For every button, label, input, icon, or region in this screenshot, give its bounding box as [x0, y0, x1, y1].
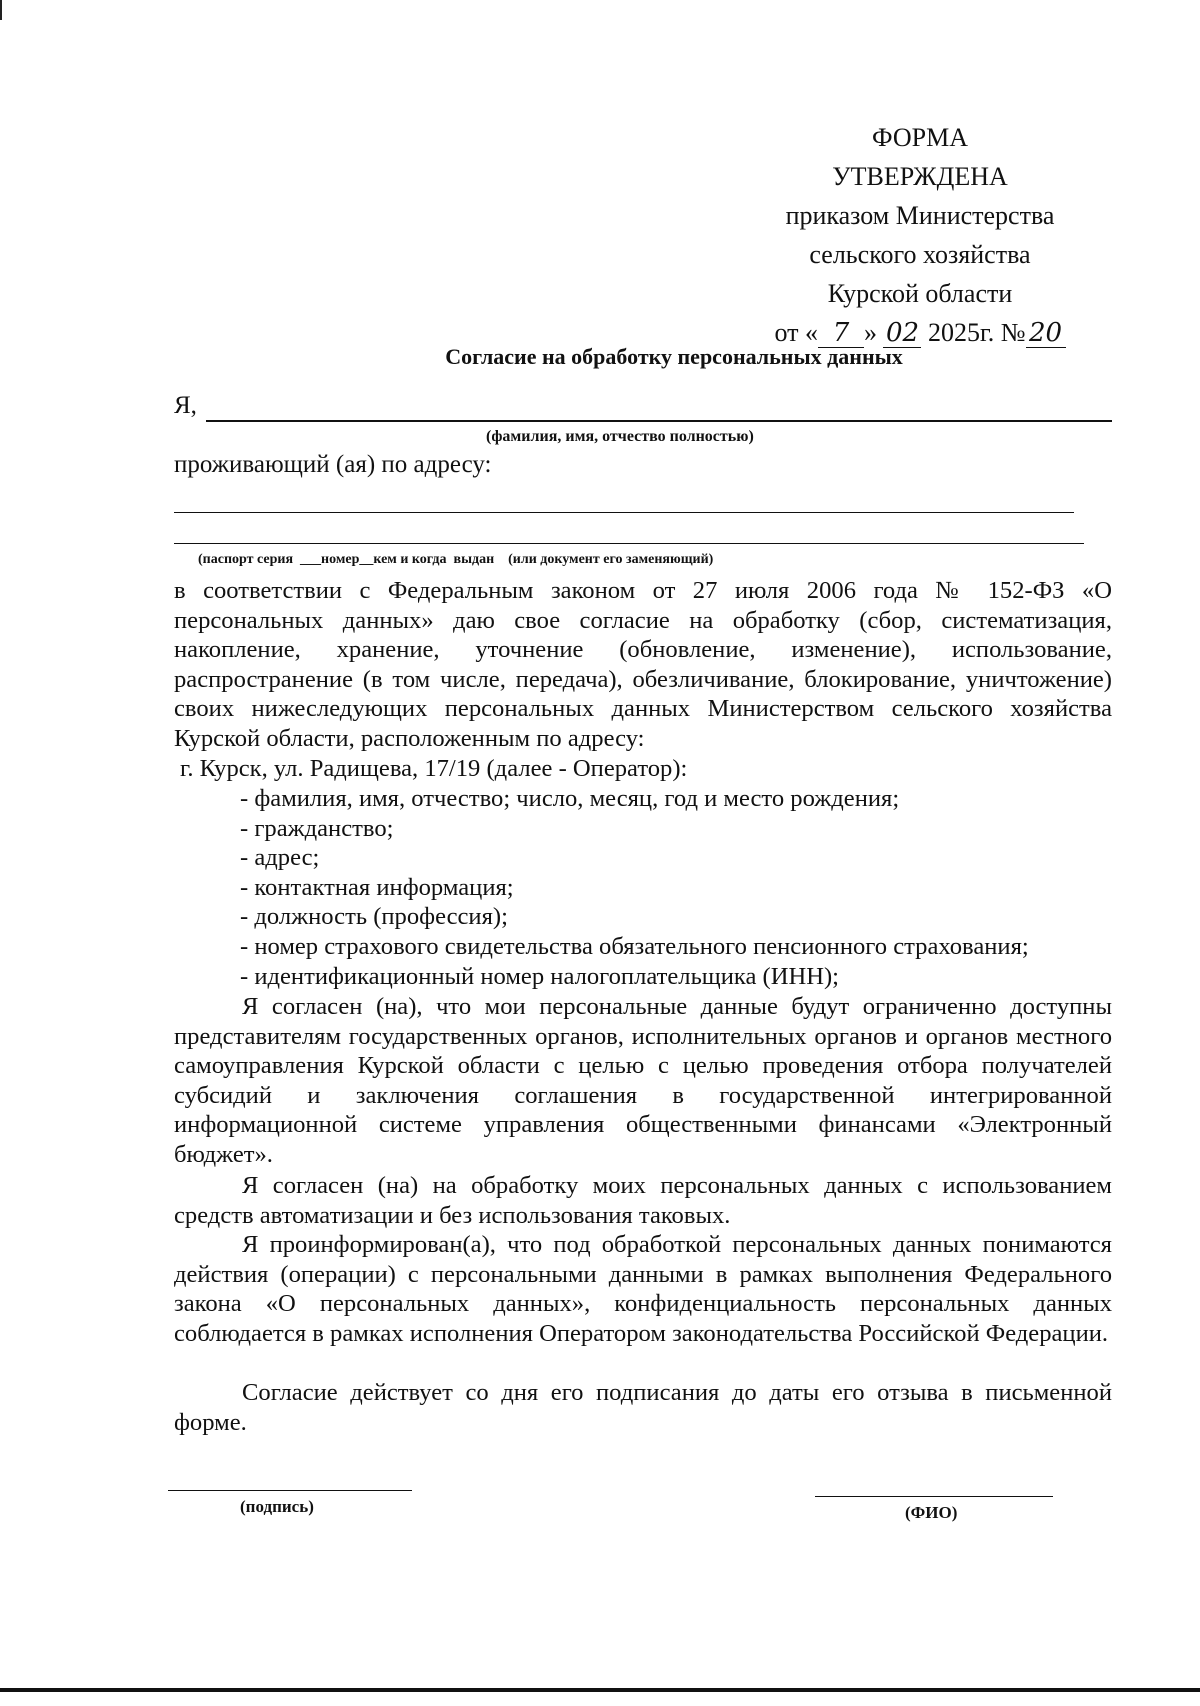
list-item: - адрес;	[240, 844, 320, 872]
signature-label: (подпись)	[240, 1497, 314, 1516]
consent-paragraph-3: Я согласен (на) на обработку моих персональных данных с использованием средств автоматизации и без использования таковых.	[174, 1172, 1112, 1229]
ya-label: Я,	[174, 392, 197, 419]
date-prefix: от «	[774, 318, 818, 347]
list-item: - контактная информация;	[240, 873, 514, 901]
handwritten-number: 20	[1026, 319, 1066, 348]
approval-order-line: приказом Министерства	[785, 201, 1055, 230]
signature-fill-line	[168, 1490, 412, 1491]
consent-paragraph-4: Я проинформирован(а), что под обработкой персональных данных понимаются действия (операции) с персональными данными в рамках выполнения Федерального закона «О персональных данных», конфиденциальность персональных данных соблюдается в рамках исполнения Оператором законодательства Российской Федерации.	[174, 1231, 1112, 1347]
operator-address: г. Курск, ул. Радищева, 17/19 (далее - Оператор):	[180, 755, 688, 782]
fio-fill-line	[206, 420, 1112, 422]
approval-form-word: ФОРМА	[872, 123, 968, 152]
date-year: 2025г. №	[927, 318, 1026, 347]
list-item: - должность (профессия);	[240, 903, 508, 931]
fio-sign-fill-line	[815, 1496, 1053, 1497]
consent-paragraph-1: в соответствии с Федеральным законом от 27 июля 2006 года № 152-ФЗ «О персональных данных» даю свое согласие на обработку (сбор, систематизация, накопление, хранение, уточнение (обновление, изменение), использование, распространение (в том числе, передача), обезличивание, блокирование, уничтожение) своих нижеследующих персональных данных Министерством сельского хозяйства Курской области, расположенным по адресу:	[174, 577, 1112, 752]
consent-paragraph-5: Согласие действует со дня его подписания до даты его отзыва в письменной форме.	[174, 1379, 1112, 1436]
list-item: - номер страхового свидетельства обязательного пенсионного страхования;	[240, 932, 1029, 960]
date-mid: »	[863, 318, 877, 347]
passport-caption: (паспорт серия ___номер__кем и когда выдан (или документ его заменяющий)	[198, 552, 714, 567]
approval-stamp	[700, 118, 1140, 352]
scan-edge-bottom	[0, 1688, 1200, 1692]
scan-edge	[0, 0, 2, 20]
fio-label: (ФИО)	[905, 1503, 958, 1522]
approval-region-line: Курской области	[827, 279, 1013, 308]
approval-approved-word: УТВЕРЖДЕНА	[832, 162, 1008, 191]
handwritten-day: 7	[818, 319, 864, 348]
list-item: - идентификационный номер налогоплательщика (ИНН);	[240, 962, 840, 990]
approval-ministry-line: сельского хозяйства	[809, 240, 1031, 269]
list-item: - гражданство;	[240, 814, 394, 842]
handwritten-month: 02	[883, 319, 921, 348]
address-label: проживающий (ая) по адресу:	[174, 451, 492, 478]
list-item: - фамилия, имя, отчество; число, месяц, год и место рождения;	[240, 785, 900, 812]
document-title: Согласие на обработку персональных данных	[445, 344, 903, 369]
address-fill-line-2	[174, 543, 1084, 544]
address-fill-line-1	[174, 512, 1074, 513]
personal-data-list	[240, 784, 1029, 991]
fio-caption: (фамилия, имя, отчество полностью)	[486, 428, 754, 445]
consent-paragraph-2: Я согласен (на), что мои персональные данные будут ограниченно доступны представителям государственных органов, исполнительных органов и органов местного самоуправления Курской области с целью с целью проведения отбора получателей субсидий и заключения соглашения в государственной интегрированной информационной системе управления общественными финансами «Электронный бюджет».	[174, 993, 1112, 1168]
